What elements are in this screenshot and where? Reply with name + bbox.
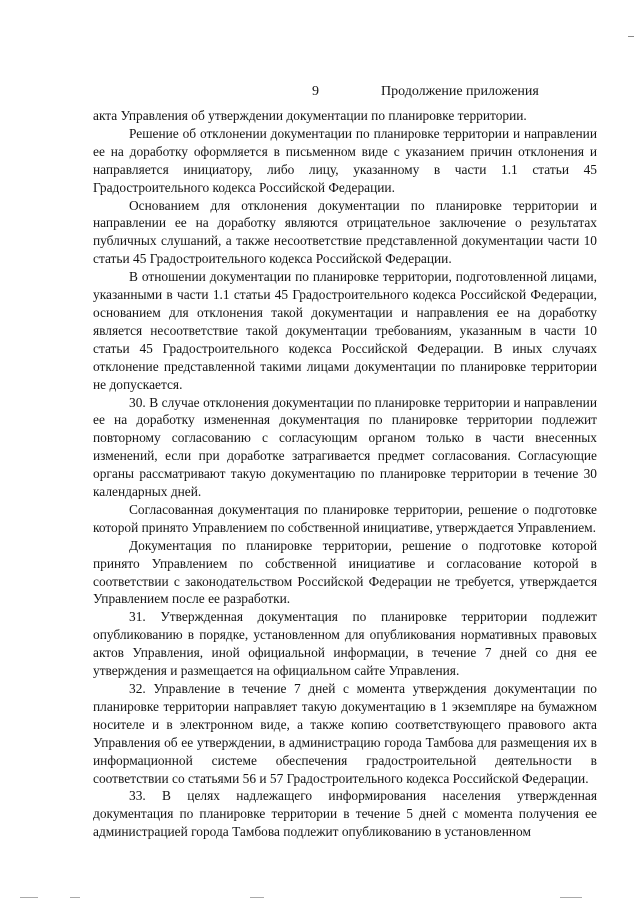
- document-body: [93, 107, 597, 841]
- paragraph-item-33: 33. В целях надлежащего информирования населения утвержденная документация по планировке территории в течение 5 дней с момента получения ее администрацией города Тамбова подлежит опубликованию в установленном: [93, 788, 597, 840]
- paragraph-continuation: акта Управления об утверждении документации по планировке территории.: [93, 108, 527, 123]
- paragraph-item-32: 32. Управление в течение 7 дней с момента утверждения документации по планировке территории направляет такую документацию в 1 экземпляре на бумажном носителе и в электронном виде, а также копию соответствующего правового акта Управления об ее утверждении, в администрацию города Тамбова для размещения их в информационной системе обеспечения градостроительной деятельности в соответствии со статьями 56 и 57 Градостроительного кодекса Российской Федерации.: [93, 681, 597, 786]
- scan-bottom-mark: [560, 897, 582, 898]
- scan-corner-mark: [628, 36, 634, 37]
- scan-bottom-mark: [20, 897, 38, 898]
- page-number: 9: [312, 84, 319, 99]
- continuation-heading: Продолжение приложения: [381, 84, 539, 99]
- paragraph-item-31: 31. Утвержденная документация по планировке территории подлежит опубликованию в порядке, установленном для опубликования нормативных правовых актов Управления, иной официальной информации, в течение 7 дней со дня ее утверждения и размещается на официальном сайте Управления.: [93, 609, 597, 679]
- paragraph-approved-documentation: Согласованная документация по планировке территории, решение о подготовке которой принято Управлением по собственной инициативе, утверждается Управлением.: [93, 501, 597, 535]
- paragraph-rejection-decision: Решение об отклонении документации по планировке территории и направлении ее на доработку оформляется в письменном виде с указанием причин отклонения и направляется инициатору, либо лицу, указанному в части 1.1 статьи 45 Градостроительного кодекса Российской Федерации.: [93, 125, 597, 195]
- paragraph-third-party-documentation: В отношении документации по планировке территории, подготовленной лицами, указанными в части 1.1 статьи 45 Градостроительного кодекса Российской Федерации, основанием для отклонения такой документации и направления ее на доработку является несоответствие такой документации требованиям, указанным в части 10 статьи 45 Градостроительного кодекса Российской Федерации. В иных случаях отклонение представленной такими лицами документации по планировке территории не допускается.: [93, 269, 597, 392]
- scan-bottom-mark: [70, 897, 80, 898]
- paragraph-own-initiative: Документация по планировке территории, решение о подготовке которой принято Управлением по собственной инициативе и согласование которой в соответствии с законодательством Российской Федерации не требуется, утверждается Управлением после ее разработки.: [93, 537, 597, 607]
- paragraph-item-30: 30. В случае отклонения документации по планировке территории и направлении ее на доработку измененная документация по планировке территории подлежит повторному согласованию с согласующим органом только в части внесенных изменений, если при доработке затрагивается предмет согласования. Согласующие органы рассматривают такую документацию по планировке территории в течение 30 календарных дней.: [93, 394, 597, 500]
- scan-bottom-mark: [250, 897, 264, 898]
- paragraph-rejection-grounds: Основанием для отклонения документации по планировке территории и направлении ее на доработку являются отрицательное заключение о результатах публичных слушаний, а также несоответствие представленной документации части 10 статьи 45 Градостроительного кодекса Российской Федерации.: [93, 197, 597, 267]
